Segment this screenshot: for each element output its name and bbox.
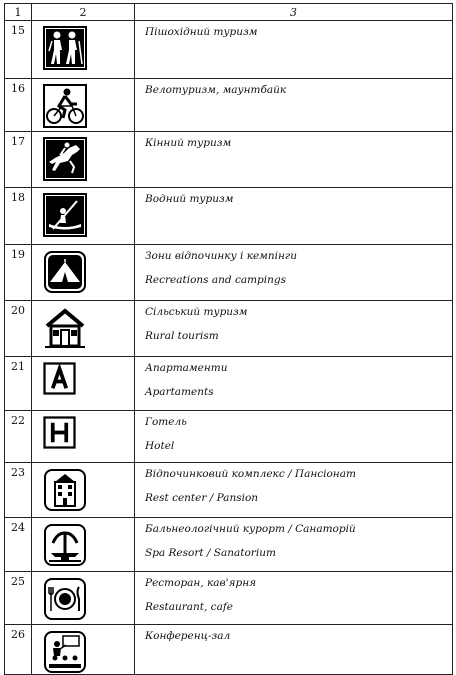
symbol-label-en: Recreations and campings bbox=[145, 274, 287, 286]
row-number: 15 bbox=[5, 21, 32, 79]
conference-hall-icon bbox=[43, 630, 87, 674]
letter-h-icon bbox=[43, 416, 76, 449]
row-number: 22 bbox=[5, 411, 32, 463]
table-row bbox=[5, 463, 453, 518]
table-row bbox=[5, 132, 453, 188]
symbol-label-uk: Готель bbox=[145, 416, 187, 428]
table-row bbox=[5, 518, 453, 572]
table-row bbox=[5, 79, 453, 132]
symbol-label-uk: Водний туризм bbox=[145, 193, 234, 205]
symbol-label-uk: Велотуризм, маунтбайк bbox=[145, 84, 287, 96]
cyclist-icon bbox=[43, 84, 87, 128]
table-header-row bbox=[5, 4, 453, 21]
table-row bbox=[5, 188, 453, 245]
restaurant-plate-icon bbox=[43, 577, 87, 621]
symbol-label-uk: Бальнеологічний курорт / Санаторій bbox=[145, 523, 356, 535]
row-number: 20 bbox=[5, 301, 32, 357]
rural-house-icon bbox=[43, 306, 87, 350]
table-row bbox=[5, 357, 453, 411]
symbol-label-en: Restaurant, cafe bbox=[145, 601, 233, 613]
horse-rider-icon bbox=[43, 137, 87, 181]
letter-a-icon bbox=[43, 362, 76, 395]
table-row bbox=[5, 21, 453, 79]
table-row bbox=[5, 245, 453, 301]
symbol-label-en: Hotel bbox=[145, 440, 175, 452]
table-row bbox=[5, 301, 453, 357]
row-number: 19 bbox=[5, 245, 32, 301]
symbol-label-en: Apartaments bbox=[145, 386, 214, 398]
symbol-label-uk: Кінний туризм bbox=[145, 137, 232, 149]
spa-fountain-icon bbox=[43, 523, 87, 567]
row-number: 17 bbox=[5, 132, 32, 188]
column-header: 3 bbox=[135, 4, 453, 21]
symbol-label-uk: Сільський туризм bbox=[145, 306, 248, 318]
tent-icon bbox=[43, 250, 87, 294]
table-row bbox=[5, 625, 453, 675]
row-number: 16 bbox=[5, 79, 32, 132]
symbol-label-uk: Пішохідний туризм bbox=[145, 26, 258, 38]
row-number: 24 bbox=[5, 518, 32, 572]
rest-center-icon bbox=[43, 468, 87, 512]
row-number: 23 bbox=[5, 463, 32, 518]
row-number: 25 bbox=[5, 572, 32, 625]
column-header: 2 bbox=[32, 4, 135, 21]
kayak-icon bbox=[43, 193, 87, 237]
symbol-label-en: Rest center / Pansion bbox=[145, 492, 259, 504]
symbols-table bbox=[4, 3, 453, 675]
column-header: 1 bbox=[5, 4, 32, 21]
table-row bbox=[5, 411, 453, 463]
symbol-label-uk: Конференц-зал bbox=[145, 630, 231, 642]
symbol-label-uk: Зони відпочинку і кемпінги bbox=[145, 250, 297, 262]
row-number: 26 bbox=[5, 625, 32, 675]
symbol-label-en: Rural tourism bbox=[145, 330, 219, 342]
symbol-label-uk: Ресторан, кав'ярня bbox=[145, 577, 257, 589]
hikers-icon bbox=[43, 26, 87, 70]
symbol-label-uk: Апартаменти bbox=[145, 362, 228, 374]
row-number: 21 bbox=[5, 357, 32, 411]
table-row bbox=[5, 572, 453, 625]
row-number: 18 bbox=[5, 188, 32, 245]
symbol-label-en: Spa Resort / Sanatorium bbox=[145, 547, 276, 559]
symbol-label-uk: Відпочинковий комплекс / Пансіонат bbox=[145, 468, 356, 480]
